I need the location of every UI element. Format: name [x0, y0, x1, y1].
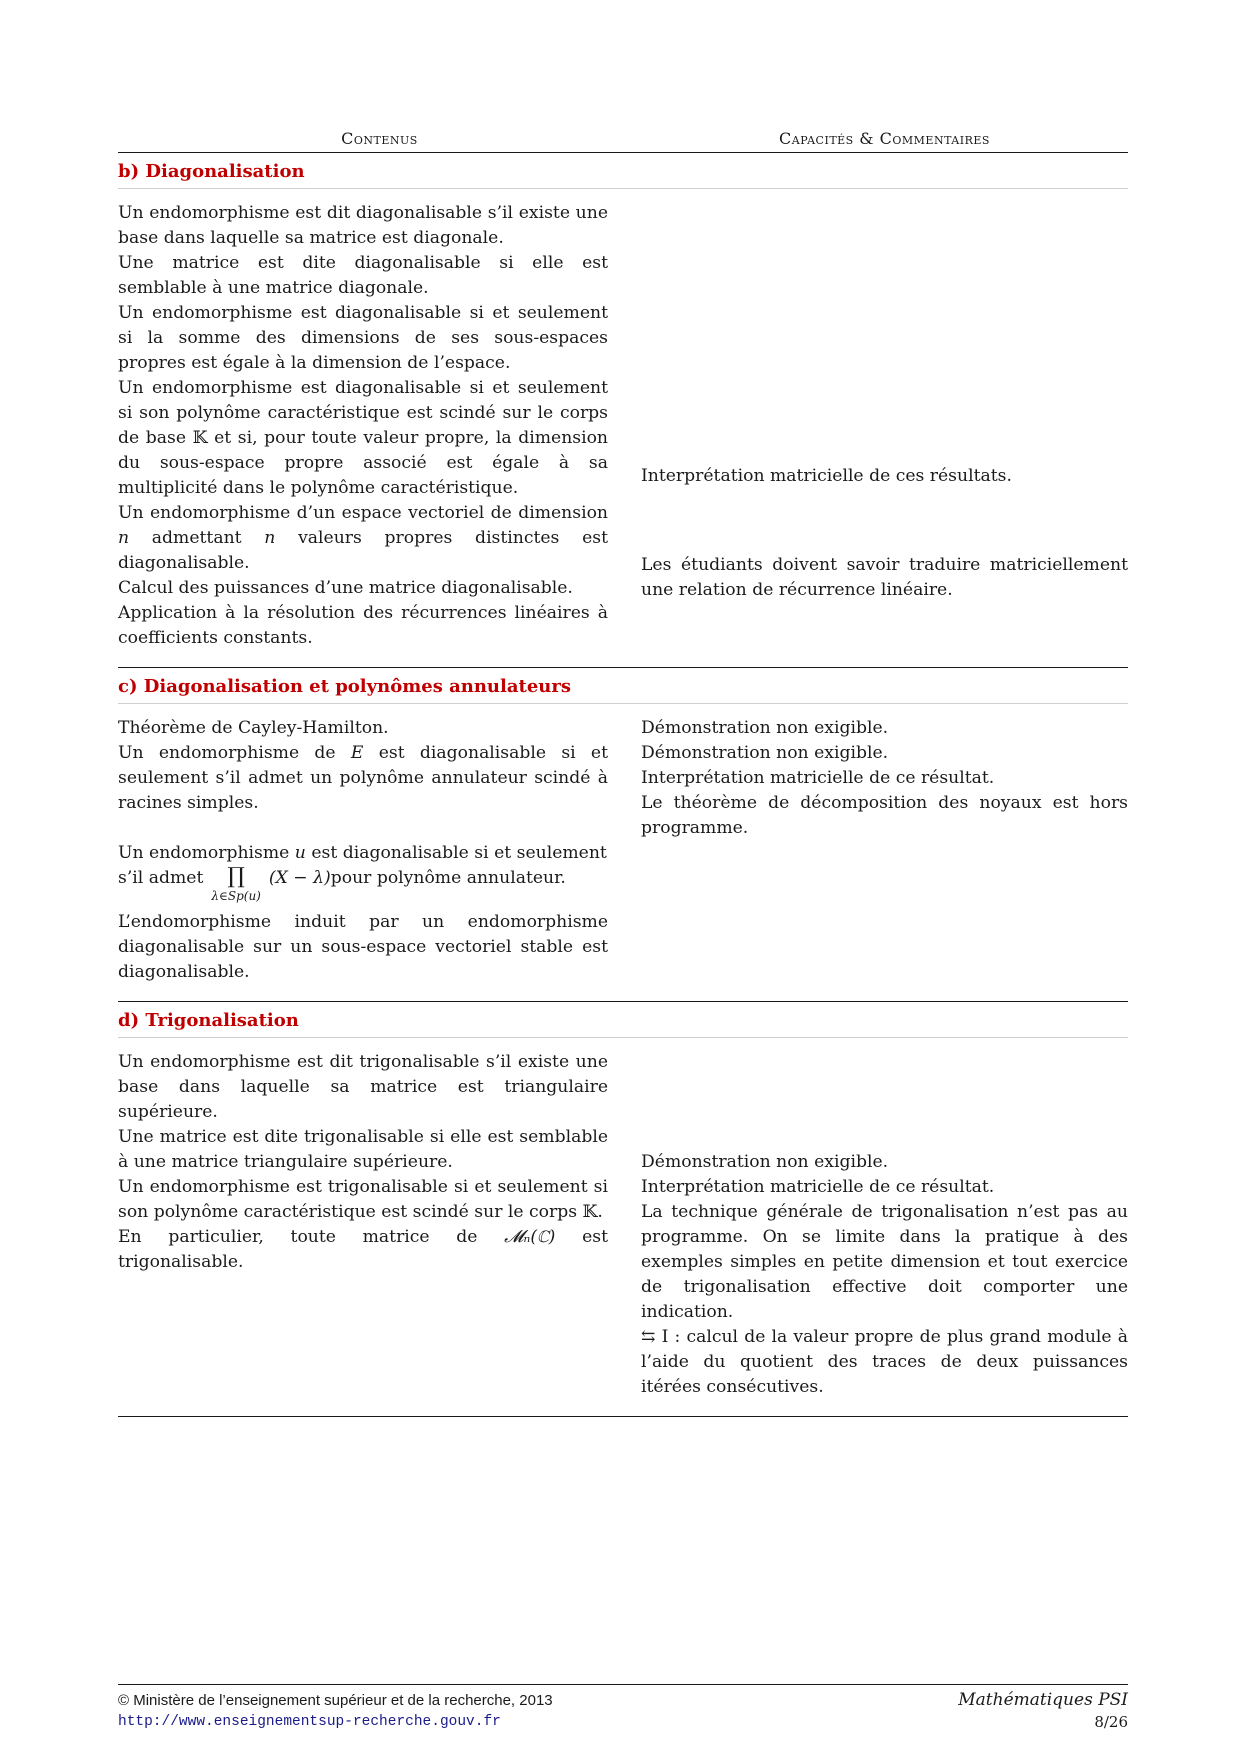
section-c-body [118, 704, 1128, 1001]
product-expression: (X − λ) [268, 868, 331, 888]
section-d-contenus [118, 1050, 608, 1400]
header-contenus: Contenus [341, 129, 418, 148]
footer-subject: Mathématiques PSI [958, 1690, 1128, 1710]
d-para-3: Un endomorphisme est trigonalisable si et seulement si son polynôme caractéristique est scindé sur le corps 𝕂. [118, 1177, 608, 1222]
header-capacites: Capacités & Commentaires [779, 129, 990, 148]
section-c-capacites [641, 716, 1128, 985]
c-para-3: Un endomorphisme u est diagonalisable si et seulement [118, 843, 607, 863]
product-operator [211, 866, 260, 902]
section-b-contenus [118, 201, 608, 651]
section-d-end-rule [118, 1416, 1128, 1417]
b-spacer-2 [641, 489, 1128, 553]
d-para-1: Un endomorphisme est dit trigonalisable s’il existe une base dans laquelle sa matrice est triangulaire supérieure. [118, 1052, 608, 1122]
page-footer [118, 1684, 1128, 1733]
d-comment-4: ⇆ I : calcul de la valeur propre de plus grand module à l’aide du quotient des traces de deux puissances itérées consécutives. [641, 1327, 1128, 1397]
d-para-4: En particulier, toute matrice de 𝓜ₙ(ℂ) est trigonalisable. [118, 1227, 608, 1272]
d-para-2: Une matrice est dite trigonalisable si elle est semblable à une matrice triangulaire supérieure. [118, 1127, 608, 1172]
b-para-3: Un endomorphisme est diagonalisable si et seulement si la somme des dimensions de ses sous-espaces propres est égale à la dimension de l’espace. [118, 303, 608, 373]
footer-url-link[interactable]: http://www.enseignementsup-recherche.gouv.fr [118, 1714, 501, 1730]
c-comment-2: Démonstration non exigible. [641, 743, 889, 763]
c-para-2: Un endomorphisme de E est diagonalisable si et seulement s’il admet un polynôme annulateur scindé à racines simples. [118, 743, 608, 813]
footer-page-number: 8/26 [1094, 1713, 1128, 1731]
product-symbol: ∏ [227, 864, 245, 889]
c-comment-1: Démonstration non exigible. [641, 718, 889, 738]
c-product-line: s’il admet ∏ λ∈Sp(u) (X − λ) pour polynôme annulateur. [118, 864, 566, 903]
b-para-2: Une matrice est dite diagonalisable si elle est semblable à une matrice diagonale. [118, 253, 608, 298]
product-subscript: λ∈Sp(u) [211, 889, 261, 903]
section-c-contenus [118, 716, 608, 985]
c-gap [118, 816, 608, 841]
b-comment-1: Interprétation matricielle de ces résultats. [641, 466, 1012, 486]
b-spacer-1 [641, 201, 1128, 464]
section-d-capacites [641, 1050, 1128, 1400]
section-d-title: d) Trigonalisation [118, 1010, 299, 1031]
c-para-1: Théorème de Cayley-Hamilton. [118, 718, 389, 738]
c-comment-4: Le théorème de décomposition des noyaux est hors programme. [641, 793, 1128, 838]
b-para-1: Un endomorphisme est dit diagonalisable s’il existe une base dans laquelle sa matrice est diagonale. [118, 203, 608, 248]
programme-page [118, 118, 1128, 1417]
d-comment-1: Démonstration non exigible. [641, 1152, 889, 1172]
d-spacer [641, 1050, 1128, 1150]
c-comment-3: Interprétation matricielle de ce résultat. [641, 768, 995, 788]
matrix-space: 𝓜ₙ(ℂ) [504, 1227, 556, 1247]
c-para-5: L’endomorphisme induit par un endomorphisme diagonalisable sur un sous-espace vectoriel stable est diagonalisable. [118, 912, 608, 982]
b-para-6: Calcul des puissances d’une matrice diagonalisable. [118, 578, 573, 598]
section-c-title: c) Diagonalisation et polynômes annulateurs [118, 676, 571, 697]
table-header [118, 118, 1128, 152]
b-para-5: Un endomorphisme d’un espace vectoriel de dimension n admettant n valeurs propres distinctes est diagonalisable. [118, 503, 609, 573]
b-para-7: Application à la résolution des récurrences linéaires à coefficients constants. [118, 603, 608, 648]
computing-arrows-icon: ⇆ [641, 1327, 656, 1347]
section-b-body [118, 189, 1128, 667]
d-comment-3: La technique générale de trigonalisation n’est pas au programme. On se limite dans la pratique à des exemples simples en petite dimension et tout exercice de trigonalisation effective doit comporter une indication. [641, 1202, 1128, 1322]
b-comment-2: Les étudiants doivent savoir traduire matriciellement une relation de récurrence linéaire. [641, 555, 1128, 600]
b-para-4: Un endomorphisme est diagonalisable si et seulement si son polynôme caractéristique est scindé sur le corps de base 𝕂 et si, pour toute valeur propre, la dimension du sous-espace propre associé est égale à sa multiplicité dans le polynôme caractéristique. [118, 378, 608, 498]
section-b-title: b) Diagonalisation [118, 161, 305, 182]
footer-copyright: © Ministère de l’enseignement supérieur et de la recherche, 2013 [118, 1691, 553, 1709]
section-d-body [118, 1038, 1128, 1416]
d-comment-2: Interprétation matricielle de ce résultat. [641, 1177, 995, 1197]
section-b-capacites [641, 201, 1128, 651]
